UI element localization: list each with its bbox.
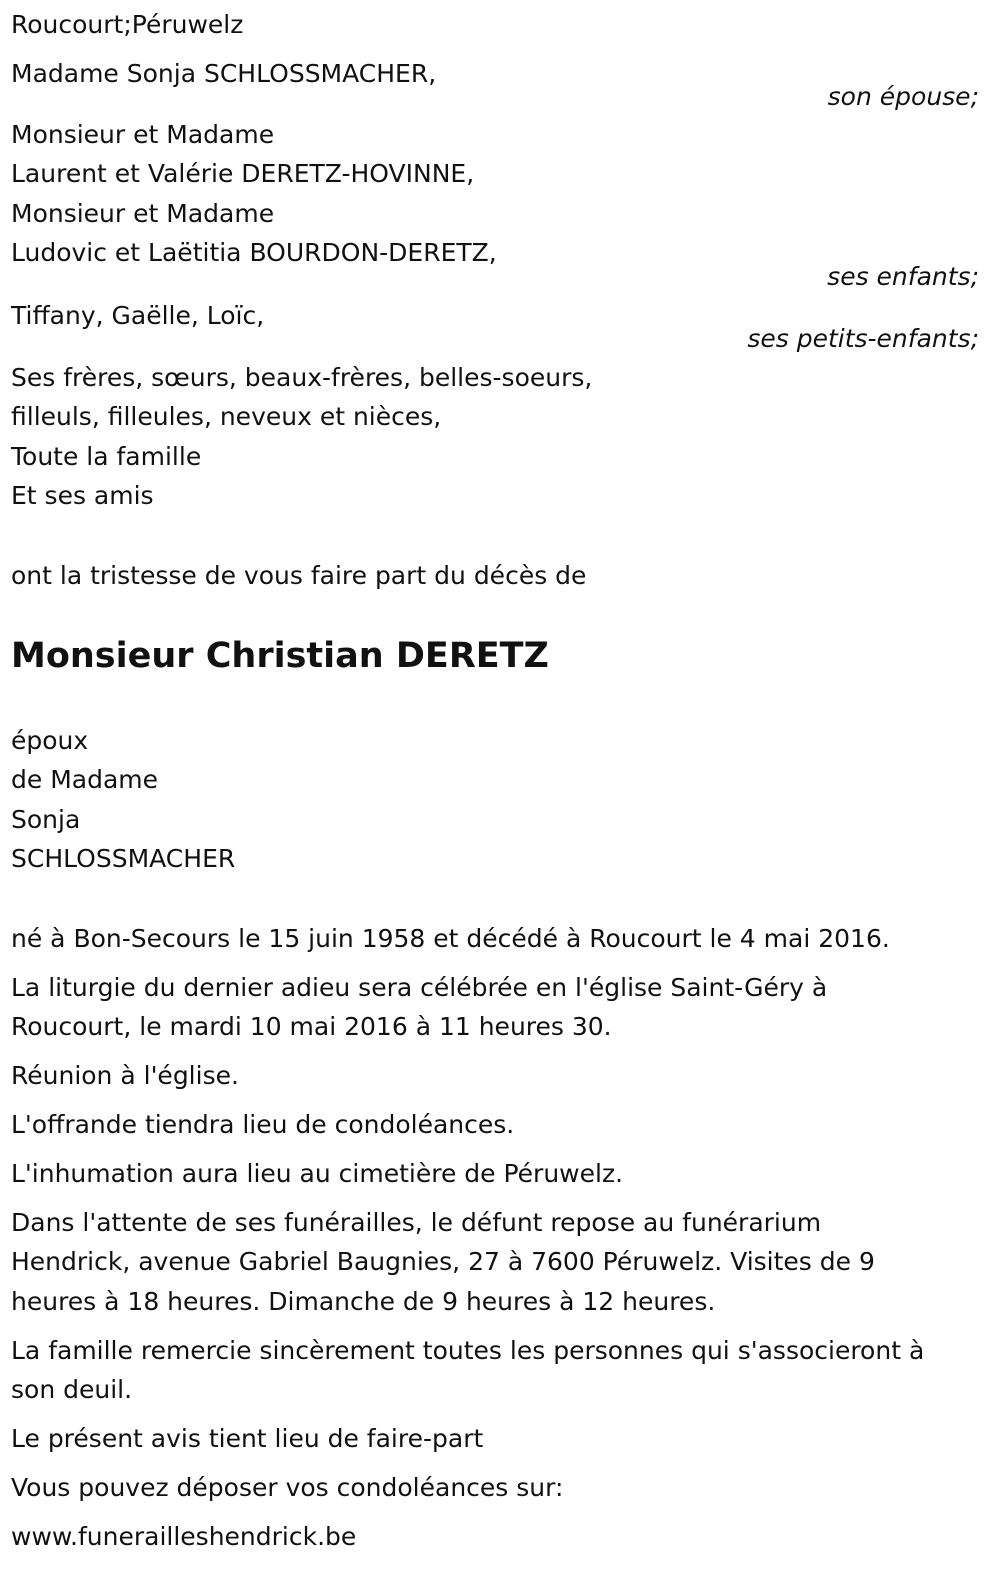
offering-text: L'offrande tiendra lieu de condoléances. bbox=[11, 1110, 515, 1139]
meeting-text: Réunion à l'église. bbox=[11, 1061, 239, 1090]
children-line-2: Laurent et Valérie DERETZ-HOVINNE, bbox=[11, 159, 475, 188]
children-line-4: Ludovic et Laëtitia BOURDON-DERETZ, bbox=[11, 238, 497, 267]
children-line-1: Monsieur et Madame bbox=[11, 120, 275, 149]
deceased-spouse-line-1: époux bbox=[11, 726, 89, 755]
funerarium-line-2: Hendrick, avenue Gabriel Baugnies, 27 à 7600 Péruwelz. Visites de 9 bbox=[11, 1247, 875, 1276]
spouse-name: Madame Sonja SCHLOSSMACHER, bbox=[11, 59, 437, 88]
announcement-text: ont la tristesse de vous faire part du décès de bbox=[11, 561, 587, 590]
deceased-spouse-line-4: SCHLOSSMACHER bbox=[11, 844, 236, 873]
funerarium-line-3: heures à 18 heures. Dimanche de 9 heures à 12 heures. bbox=[11, 1287, 716, 1316]
thanks-line-1: La famille remercie sincèrement toutes les personnes qui s'associeront à bbox=[11, 1336, 925, 1365]
funerarium-line-1: Dans l'attente de ses funérailles, le défunt repose au funérarium bbox=[11, 1208, 822, 1237]
others-line-1: Ses frères, sœurs, beaux-frères, belles-soeurs, bbox=[11, 363, 593, 392]
burial-text: L'inhumation aura lieu au cimetière de Péruwelz. bbox=[11, 1159, 624, 1188]
liturgy-line-1: La liturgie du dernier adieu sera célébrée en l'église Saint-Géry à bbox=[11, 973, 828, 1002]
notice-text: Le présent avis tient lieu de faire-part bbox=[11, 1424, 484, 1453]
deceased-name: Monsieur Christian DERETZ bbox=[11, 636, 549, 676]
thanks-line-2: son deuil. bbox=[11, 1375, 133, 1404]
spouse-role: son épouse; bbox=[827, 82, 979, 111]
grandchildren-role: ses petits-enfants; bbox=[747, 324, 979, 353]
liturgy-line-2: Roucourt, le mardi 10 mai 2016 à 11 heures 30. bbox=[11, 1012, 612, 1041]
others-line-4: Et ses amis bbox=[11, 481, 154, 510]
website-link[interactable]: www.funerailleshendrick.be bbox=[11, 1522, 357, 1551]
location-header: Roucourt;Péruwelz bbox=[11, 10, 244, 39]
children-role: ses enfants; bbox=[827, 262, 979, 291]
grandchildren-names: Tiffany, Gaëlle, Loïc, bbox=[11, 301, 265, 330]
deceased-spouse-line-3: Sonja bbox=[11, 805, 81, 834]
birth-death-text: né à Bon-Secours le 15 juin 1958 et décédé à Roucourt le 4 mai 2016. bbox=[11, 924, 890, 953]
others-line-2: filleuls, filleules, neveux et nièces, bbox=[11, 402, 442, 431]
condolences-prompt: Vous pouvez déposer vos condoléances sur: bbox=[11, 1473, 564, 1502]
children-line-3: Monsieur et Madame bbox=[11, 199, 275, 228]
others-line-3: Toute la famille bbox=[11, 442, 202, 471]
deceased-spouse-line-2: de Madame bbox=[11, 765, 159, 794]
